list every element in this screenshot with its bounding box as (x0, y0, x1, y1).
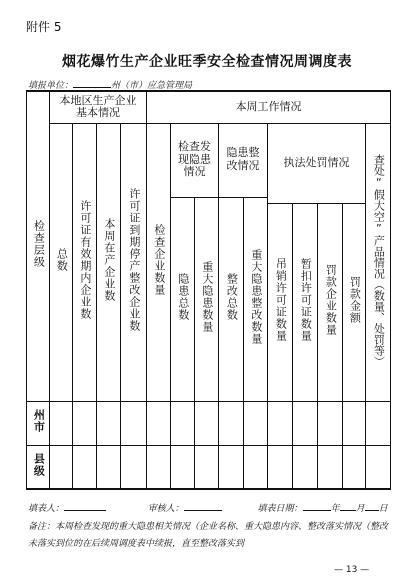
header-check-level: 检查层级 (27, 91, 50, 401)
table-cell[interactable] (366, 401, 391, 445)
header-major-hazards: 重大隐患数量 (195, 197, 219, 401)
date-month: 月 (355, 504, 365, 514)
header-local-basics: 本地区生产企业基本情况 (50, 91, 147, 123)
date-day: 日 (378, 504, 388, 514)
annex-label: 附件 5 (26, 20, 62, 34)
header-inspected: 检查企业数量 (147, 123, 171, 401)
header-expired-suspended: 许可证到期停产整改企业数 (121, 123, 147, 401)
header-producing: 本周在产企业数 (97, 123, 121, 401)
row-label-county: 县级 (27, 445, 50, 489)
row-label-prefecture: 州市 (27, 401, 50, 445)
table-cell[interactable] (244, 401, 268, 445)
date-day-blank[interactable] (365, 501, 379, 511)
date-month-blank[interactable] (340, 501, 356, 511)
fill-unit-label: 填报单位： (28, 81, 74, 91)
header-major-rectified: 重大隐患整改数量 (244, 197, 268, 401)
table-cell[interactable] (219, 445, 244, 489)
table-cell[interactable] (343, 401, 366, 445)
footnote: 备注：本周检查发现的重大隐患相关情况（企业名称、重大隐患内容、整改落实情况（整改未落实到位的在后续周调度表中续报，直至整改落实到 (28, 522, 389, 549)
header-hazards-found: 检查发现隐患情况 (171, 123, 219, 197)
table-cell[interactable] (147, 401, 171, 445)
fill-unit-blank[interactable] (73, 78, 111, 88)
page-title: 烟花爆竹生产企业旺季安全检查情况周调度表 (62, 54, 352, 70)
header-enforcement: 执法处罚情况 (268, 123, 366, 203)
table-cell[interactable] (73, 401, 97, 445)
header-fine-amount: 罚款金额 (343, 203, 366, 401)
reviewer-blank[interactable] (184, 501, 222, 511)
table-cell[interactable] (121, 445, 147, 489)
table-cell[interactable] (343, 445, 366, 489)
table-cell[interactable] (293, 445, 318, 489)
date-year: 年 (330, 504, 340, 514)
schedule-table (26, 90, 391, 490)
table-cell[interactable] (219, 401, 244, 445)
fill-unit-suffix: 州（市）应急管理局 (111, 81, 193, 91)
reviewer-label: 审核人： (147, 504, 184, 514)
header-week-work: 本周工作情况 (147, 91, 391, 123)
date-label: 填表日期： (257, 504, 303, 514)
table-cell[interactable] (97, 401, 121, 445)
table-cell[interactable] (195, 445, 219, 489)
date-year-blank[interactable] (303, 501, 331, 511)
header-rectification: 隐患整改情况 (219, 123, 268, 197)
table-cell[interactable] (195, 401, 219, 445)
table-cell[interactable] (171, 445, 195, 489)
header-revoke: 吊销许可证数量 (268, 203, 293, 401)
table-cell[interactable] (366, 445, 391, 489)
table-cell[interactable] (318, 445, 343, 489)
header-fined-companies: 罚款企业数量 (318, 203, 343, 401)
table-cell[interactable] (244, 445, 268, 489)
header-hazards-total: 隐患总数 (171, 197, 195, 401)
filler-label: 填表人： (28, 504, 65, 514)
table-cell[interactable] (97, 445, 121, 489)
header-suspend: 暂扣许可证数量 (293, 203, 318, 401)
table-cell[interactable] (73, 445, 97, 489)
header-total: 总数 (50, 123, 73, 401)
table-cell[interactable] (50, 445, 73, 489)
table-cell[interactable] (293, 401, 318, 445)
table-cell[interactable] (171, 401, 195, 445)
table-cell[interactable] (318, 401, 343, 445)
filler-blank[interactable] (64, 501, 106, 511)
header-rectified-total: 整改总数 (219, 197, 244, 401)
signature-line (28, 501, 388, 514)
table-cell[interactable] (50, 401, 73, 445)
table-cell[interactable] (147, 445, 171, 489)
table-cell[interactable] (121, 401, 147, 445)
page-number: — 13 — (334, 565, 370, 575)
header-valid-license: 许可证有效期内企业数 (73, 123, 97, 401)
header-counterfeit: 查处“假大空”产品情况（数量、处罚等） (366, 123, 391, 401)
table-cell[interactable] (268, 445, 293, 489)
table-cell[interactable] (268, 401, 293, 445)
